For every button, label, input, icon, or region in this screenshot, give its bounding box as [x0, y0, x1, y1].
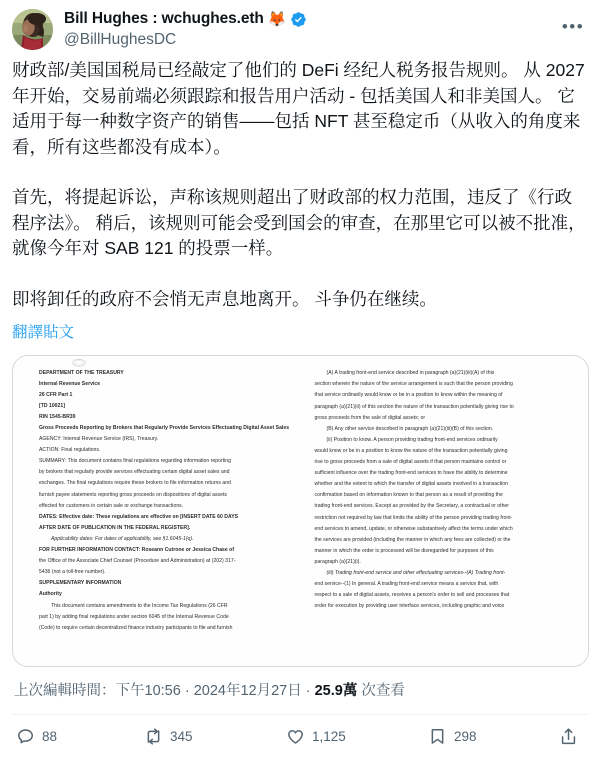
tweet-paragraph-3: 即将卸任的政府不会悄无声息地离开。 斗争仍在继续。 [12, 288, 437, 309]
doc-line: rise to gross proceeds from a sale of digital assets if that person maintains control or [314, 459, 507, 466]
tweet-paragraph-1: 财政部/美国国税局已经敲定了他们的 DeFi 经纪人税务报告规则。 从 2027 年开始，交易前端必须跟踪和报告用户活动 - 包括美国人和非美国人。 它适用于每一种数字资产的销售——包括 NFT 甚至稳定币（从收入的角度来看，所有这些都没有成本）。 [12, 60, 585, 157]
tweet-paragraph-2: 首先，将提起诉讼，声称该规则超出了财政部的权力范围，违反了《行政程序法》。 稍后，该规则可能会受到国会的审查，在那里它可以被不批准，就像今年对 SAB 121 的投票一样。 [12, 187, 586, 259]
doc-line: 5436 (not a toll-free number). [39, 569, 106, 576]
document-left-column [23, 369, 295, 666]
views-label: 次查看 [357, 682, 405, 699]
reply-count: 88 [42, 729, 58, 745]
more-options-icon: ••• [561, 17, 585, 36]
doc-line: part 1) by adding final regulations under section 6045 of the Internal Revenue Code [39, 613, 229, 620]
tweet-time: 下午10:56 [115, 682, 181, 699]
doc-line: section wherein the nature of the service arrangement is such that the person providing [314, 381, 513, 388]
doc-line: FOR FURTHER INFORMATION CONTACT: Roseann Cutrone or Jessica Chase of [39, 547, 235, 554]
doc-line: exchanges. The final regulations require these brokers to file information returns and [39, 480, 231, 487]
doc-line: whether and the extent to which the transfer of digital assets involved in a transaction [314, 481, 508, 488]
repost-count: 345 [170, 729, 193, 745]
doc-line: confirmation based on information known to that person as a result of providing the [314, 492, 503, 499]
doc-line: DEPARTMENT OF THE TREASURY [39, 370, 124, 377]
doc-line: (B) Any other service described in paragraph (a)(21)(iii)(B) of this section. [326, 425, 494, 432]
repost-icon [144, 727, 163, 746]
doc-line: the Office of the Associate Chief Counsel (Procedure and Administration) at (202) 317- [39, 558, 236, 565]
author-identity [64, 9, 557, 50]
reply-button[interactable] [16, 727, 144, 746]
doc-line: gross proceeds from the sale of digital assets; or [314, 414, 426, 421]
treasury-seal-icon [65, 355, 93, 367]
doc-line: (ii) Position to know. A person providing trading front-end services ordinarily [326, 436, 498, 443]
doc-line: paragraph (a)(21)(ii) of this section the nature of the transaction potentially giving rise to [314, 403, 514, 410]
share-button[interactable] [559, 727, 585, 746]
avatar-image [12, 9, 53, 50]
avatar[interactable] [12, 9, 53, 50]
doc-line: that service ordinarily would know or be in a position to know within the meaning of [314, 392, 503, 399]
fox-emoji: 🦊 [267, 10, 287, 28]
document-right-column [307, 369, 578, 666]
doc-line: This document contains amendments to the Income Tax Regulations (26 CFR [51, 602, 228, 609]
bookmark-button[interactable] [428, 727, 558, 746]
tweet-media-card[interactable] [12, 355, 589, 667]
edited-prefix: 上次編輯時間： [14, 682, 116, 699]
more-options-button[interactable] [557, 11, 589, 43]
bookmark-count: 298 [454, 729, 477, 745]
tweet-action-bar [12, 715, 589, 759]
doc-line: end service--(1) In general. A trading front-end service means a service that, with [314, 581, 499, 588]
bookmark-icon [428, 727, 447, 746]
reply-icon [16, 727, 35, 746]
doc-line: effected for customers in certain sale or exchange transactions. [39, 502, 184, 509]
tweet-header [12, 0, 589, 52]
verified-badge-icon [290, 11, 307, 28]
doc-line: AGENCY: Internal Revenue Service (IRS), Treasury. [39, 436, 159, 443]
doc-line: (Code) to require certain decentralized finance industry participants to file and furnish [39, 624, 233, 631]
doc-line: end services to amend, update, or otherwise substantively affect the terms under which [314, 525, 513, 532]
doc-line: Authority [39, 591, 62, 598]
doc-line: respect to a sale of digital assets, receives a person's order to sell and processes that [314, 592, 510, 599]
doc-line: (iii) Trading front-end service and other effectuating services--(A) Trading front- [326, 569, 506, 576]
doc-line: DATES: Effective date: These regulations are effective on [INSERT DATE 60 DAYS [39, 513, 239, 520]
doc-line: by brokers that regularly provide services effectuating certain digital asset sales and [39, 469, 230, 476]
doc-line: furnish payee statements reporting gross proceeds on dispositions of digital assets [39, 491, 227, 498]
doc-line: SUMMARY: This document contains final regulations regarding information reporting [39, 458, 231, 465]
author-display-name[interactable]: Bill Hughes : wchughes.eth [64, 10, 264, 27]
doc-line: Internal Revenue Service [39, 381, 101, 388]
meta-separator-2: · [301, 682, 315, 699]
doc-line: the services are provided (including the manner in which any fees are collected) or the [314, 536, 511, 543]
doc-line: manner in which the order is processed will be disregarded for purposes of this [314, 547, 494, 554]
document-image [13, 356, 588, 666]
like-button[interactable] [286, 727, 428, 746]
share-icon [559, 727, 578, 746]
heart-icon [286, 727, 305, 746]
doc-line: restriction not required by law that limits the ability of the person providing trading front- [314, 514, 513, 521]
doc-line: would know or be in a position to know the nature of the transaction potentially giving [314, 447, 508, 454]
meta-separator-1: · [180, 682, 194, 699]
doc-line: SUPPLEMENTARY INFORMATION [39, 580, 122, 587]
doc-line: ACTION: Final regulations. [39, 447, 101, 454]
tweet-meta [12, 667, 589, 714]
author-name-row [64, 9, 557, 29]
tweet-date: 2024年12月27日 [193, 682, 302, 699]
like-count: 1,125 [312, 729, 346, 745]
doc-line: [TD 10021] [39, 403, 65, 410]
doc-line: Gross Proceeds Reporting by Brokers that Regularly Provide Services Effectuating Digital Asset Sales [39, 425, 290, 432]
doc-line: trading front-end services. Except as provided by the Secretary, a contractual or other [314, 503, 510, 510]
doc-line: Applicability dates: For dates of applicability, see §1.6045-1(q). [51, 535, 194, 542]
doc-line: order for execution by providing user interface services, including graphic and voice [314, 603, 505, 610]
doc-line: sufficient influence over the trading front-end services to have the ability to determine [314, 470, 508, 477]
tweet-text [12, 58, 589, 312]
doc-line: RIN 1545-BR39 [39, 414, 76, 421]
doc-line: (A) A trading front-end service described in paragraph (a)(21)(iii)(A) of this [326, 370, 495, 377]
doc-line: paragraph (a)(21)(i). [314, 558, 361, 565]
doc-line: AFTER DATE OF PUBLICATION IN THE FEDERAL REGISTER]. [39, 524, 191, 531]
author-handle[interactable]: @BillHughesDC [64, 31, 177, 48]
repost-button[interactable] [144, 727, 286, 746]
views-count: 25.9萬 [314, 682, 358, 699]
translate-post-link[interactable]: 翻譯貼文 [12, 324, 75, 342]
doc-line: 26 CFR Part 1 [39, 392, 73, 399]
